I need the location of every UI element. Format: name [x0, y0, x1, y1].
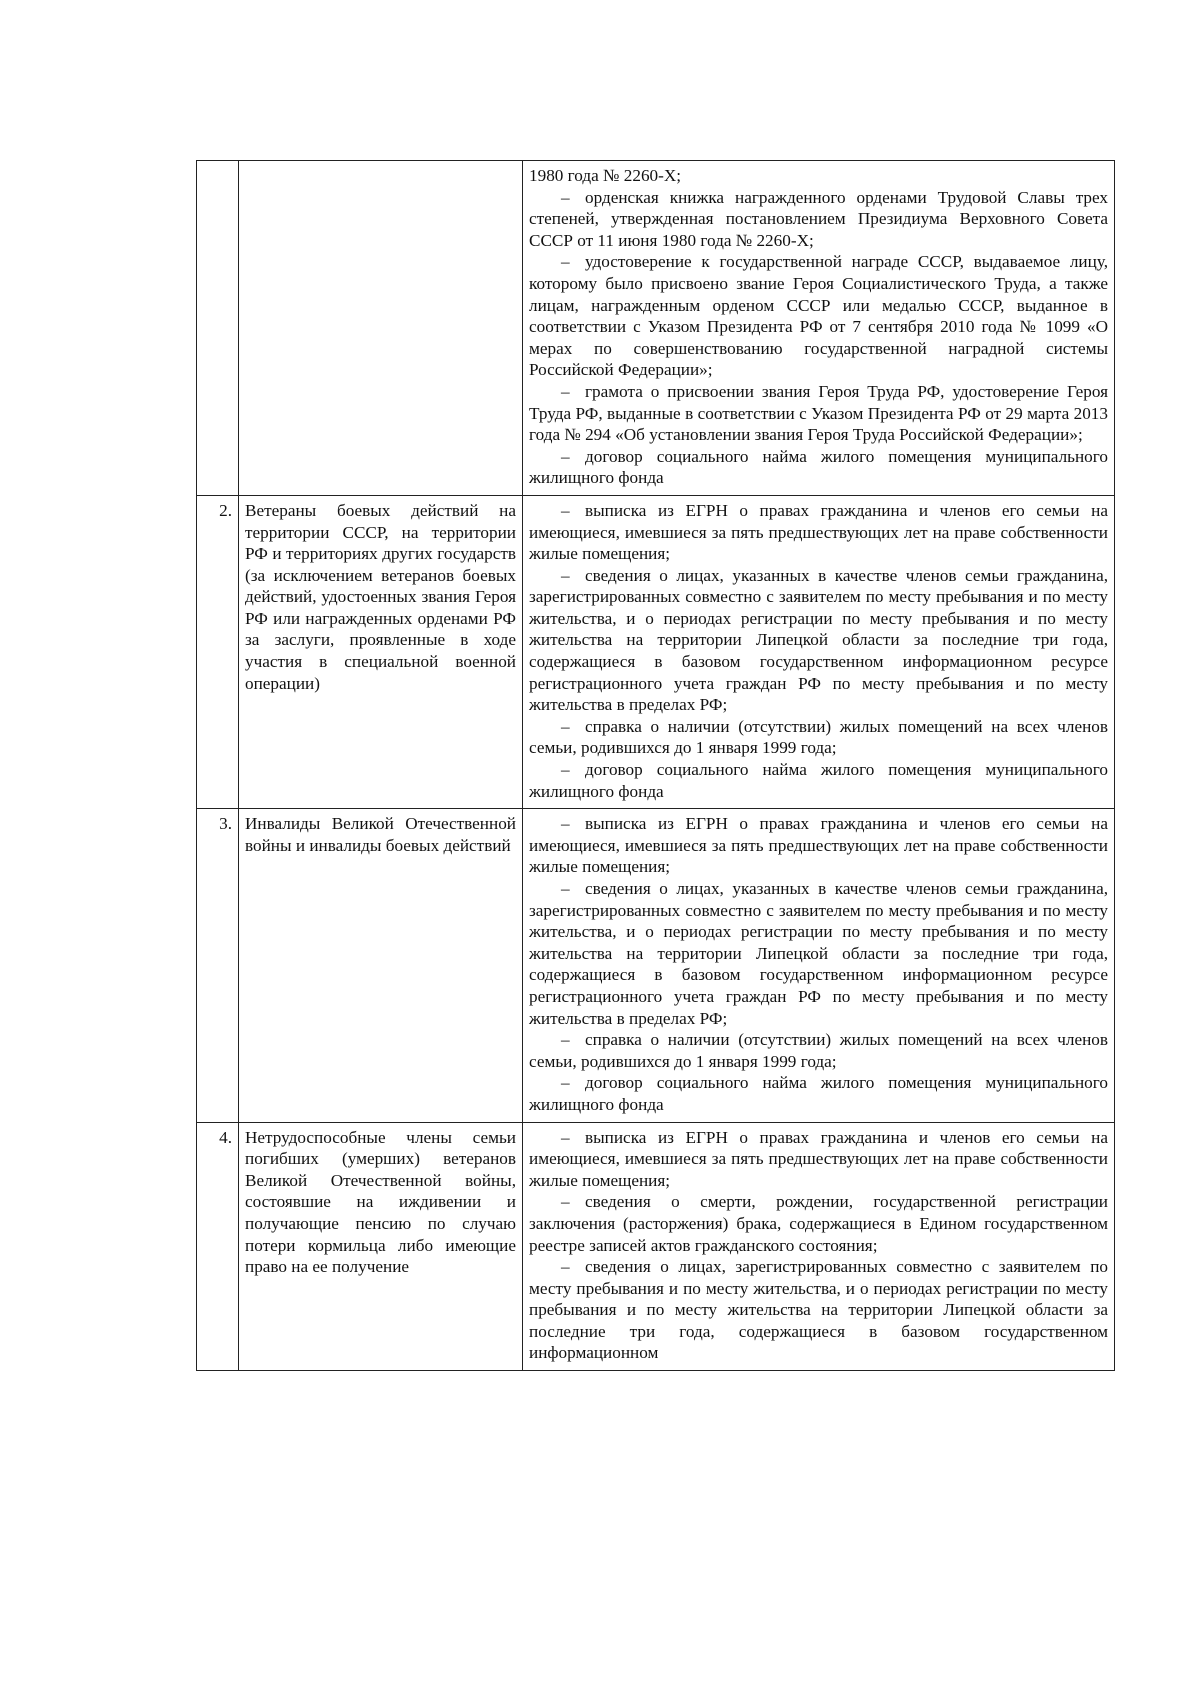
document-item-text: договор социального найма жилого помещения муниципального жилищного фонда — [529, 1073, 1108, 1114]
document-item-text: сведения о лицах, указанных в качестве членов семьи гражданина, зарегистрированных совместно с заявителем по месту пребывания и по месту жительства, и о периодах регистрации по месту пребывания и по месту жительства на территории Липецкой области за последние три года, содержащиеся в базовом государственном информационном ресурсе регистрационного учета граждан РФ по месту пребывания и по месту жительства в пределах РФ; — [529, 565, 1108, 715]
beneficiary-category: Инвалиды Великой Отечественной войны и инвалиды боевых действий — [239, 809, 523, 1122]
document-item-text: удостоверение к государственной награде СССР, выдаваемое лицу, которому было присвоено звание Героя Социалистического Труда, а также лицам, награжденным орденом СССР или медалью СССР, выданное в соответствии с Указом Президента РФ от 7 сентября 2010 года № 1099 «О мерах по совершенствованию государственной наградной системы Российской Федерации»; — [529, 252, 1108, 380]
row-number — [197, 161, 239, 496]
required-documents — [523, 809, 1115, 1122]
row-number: 3. — [197, 809, 239, 1122]
list-dash: – — [561, 500, 570, 520]
document-item — [529, 759, 1108, 802]
document-item — [529, 500, 1108, 565]
document-item — [529, 1127, 1108, 1192]
required-documents — [523, 495, 1115, 808]
beneficiary-category — [239, 161, 523, 496]
document-item-text: выписка из ЕГРН о правах гражданина и членов его семьи на имеющиеся, имевшиеся за пять предшествующих лет на праве собственности жилые помещения; — [529, 814, 1108, 877]
document-item-text: грамота о присвоении звания Героя Труда РФ, удостоверение Героя Труда РФ, выданные в соответствии с Указом Президента РФ от 29 марта 2013 года № 294 «Об установлении звания Героя Труда Российской Федерации»; — [529, 381, 1108, 445]
table-row — [197, 1122, 1115, 1371]
list-dash: – — [561, 1030, 570, 1050]
document-item — [529, 716, 1108, 759]
document-item-text: справка о наличии (отсутствии) жилых помещений на всех членов семьи, родившихся до 1 января 1999 года; — [529, 1030, 1108, 1071]
document-item — [529, 565, 1108, 716]
list-dash: – — [561, 760, 570, 780]
list-dash: – — [561, 1127, 570, 1147]
required-documents — [523, 161, 1115, 496]
list-dash: – — [561, 187, 570, 207]
documents-table — [196, 160, 1115, 1371]
document-item-text: выписка из ЕГРН о правах гражданина и членов его семьи на имеющиеся, имевшиеся за пять предшествующих лет на праве собственности жилые помещения; — [529, 500, 1108, 564]
list-dash: – — [561, 381, 570, 401]
document-item-text: сведения о лицах, зарегистрированных совместно с заявителем по месту пребывания и по месту жительства, и о периодах регистрации по месту пребывания и по месту жительства на территории Липецкой области за последние три года, содержащиеся в базовом государственном информационном — [529, 1257, 1108, 1363]
list-dash: – — [561, 716, 570, 736]
document-item — [529, 187, 1108, 252]
table-row — [197, 495, 1115, 808]
beneficiary-category: Нетрудоспособные члены семьи погибших (умерших) ветеранов Великой Отечественной войны, состоявшие на иждивении и получающие пенсию по случаю потери кормильца либо имеющие право на ее получение — [239, 1122, 523, 1371]
list-dash: – — [561, 446, 570, 466]
list-dash: – — [561, 814, 570, 834]
document-item — [529, 165, 1108, 187]
list-dash: – — [561, 1192, 570, 1212]
table-row — [197, 809, 1115, 1122]
document-item-text: справка о наличии (отсутствии) жилых помещений на всех членов семьи, родившихся до 1 января 1999 года; — [529, 716, 1108, 758]
document-item-text: сведения о смерти, рождении, государственной регистрации заключения (расторжения) брака, содержащиеся в Едином государственном реестре записей актов гражданского состояния; — [529, 1192, 1108, 1255]
document-item — [529, 251, 1108, 381]
beneficiary-category: Ветераны боевых действий на территории СССР, на территории РФ и территориях других государств (за исключением ветеранов боевых действий, удостоенных звания Героя РФ или награжденных орденами РФ за заслуги, проявленные в ходе участия в специальной военной операции) — [239, 495, 523, 808]
document-item — [529, 813, 1108, 878]
list-dash: – — [561, 1257, 570, 1277]
row-number: 4. — [197, 1122, 239, 1371]
document-item — [529, 446, 1108, 489]
document-item-text: договор социального найма жилого помещения муниципального жилищного фонда — [529, 446, 1108, 488]
list-dash: – — [561, 1073, 570, 1093]
document-item-text: выписка из ЕГРН о правах гражданина и членов его семьи на имеющиеся, имевшиеся за пять предшествующих лет на праве собственности жилые помещения; — [529, 1127, 1108, 1190]
document-item — [529, 381, 1108, 446]
table-row — [197, 161, 1115, 496]
documents-table-body — [197, 161, 1115, 1371]
required-documents — [523, 1122, 1115, 1371]
document-item-text: орденская книжка награжденного орденами Трудовой Славы трех степеней, утвержденная постановлением Президиума Верховного Совета СССР от 11 июня 1980 года № 2260-Х; — [529, 187, 1108, 250]
document-item — [529, 1072, 1108, 1115]
document-item — [529, 878, 1108, 1029]
row-number: 2. — [197, 495, 239, 808]
list-dash: – — [561, 252, 570, 272]
document-item — [529, 1191, 1108, 1256]
document-item-text: 1980 года № 2260-Х; — [529, 166, 682, 185]
document-item-text: договор социального найма жилого помещения муниципального жилищного фонда — [529, 760, 1108, 801]
document-item — [529, 1256, 1108, 1364]
document-item — [529, 1029, 1108, 1072]
list-dash: – — [561, 565, 570, 585]
list-dash: – — [561, 879, 570, 898]
document-item-text: сведения о лицах, указанных в качестве членов семьи гражданина, зарегистрированных совместно с заявителем по месту пребывания и по месту жительства, и о периодах регистрации по месту пребывания и по месту жительства на территории Липецкой области за последние три года, содержащиеся в базовом государственном информационном ресурсе регистрационного учета граждан РФ по месту пребывания и по месту жительства в пределах РФ; — [529, 879, 1108, 1028]
